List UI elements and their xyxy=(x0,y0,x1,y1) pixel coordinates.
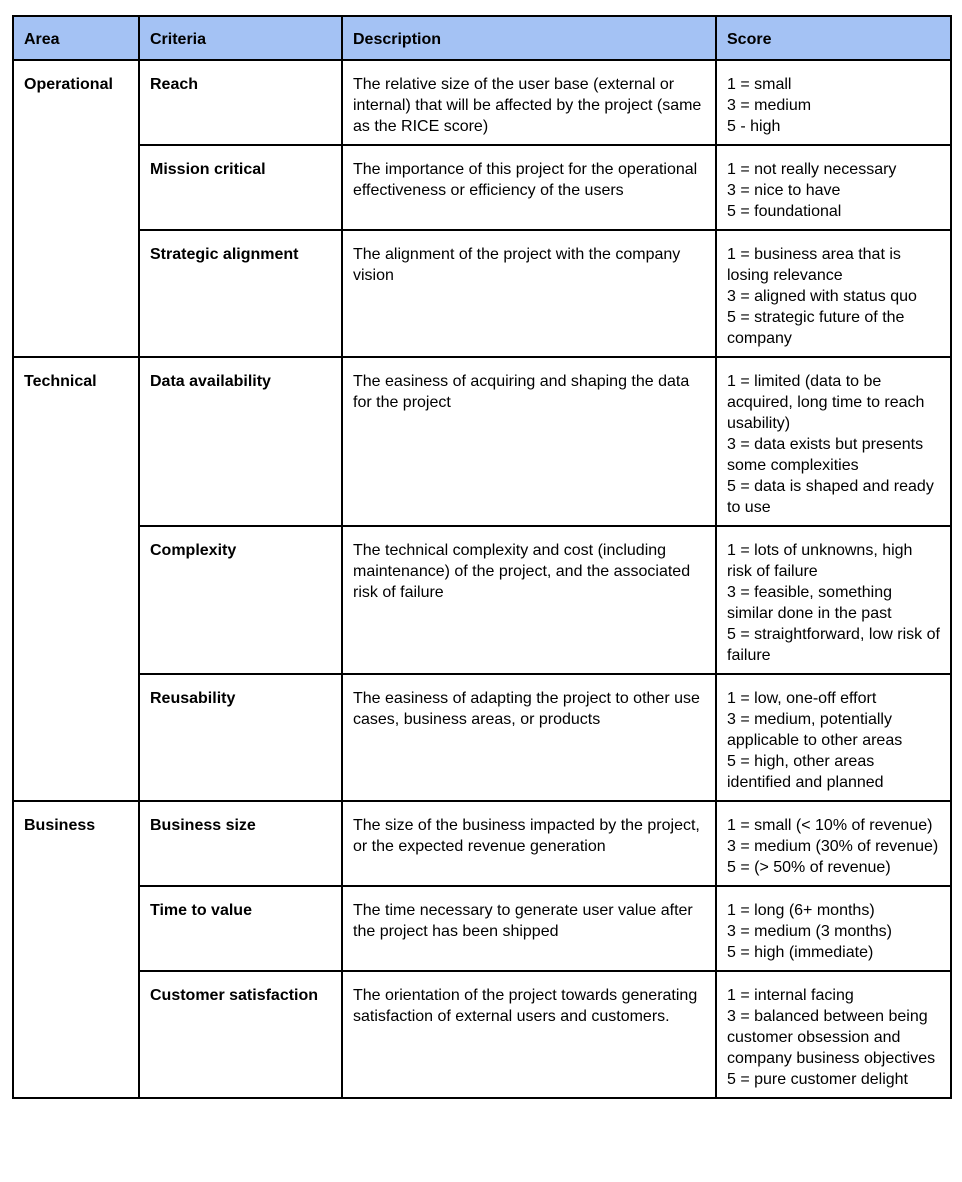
score-line: 1 = lots of unknowns, high risk of failure xyxy=(727,542,913,580)
criteria-cell: Strategic alignment xyxy=(139,230,342,357)
header-criteria: Criteria xyxy=(139,16,342,60)
score-cell xyxy=(716,674,951,801)
score-line: 3 = balanced between being customer obsession and company business objectives xyxy=(727,1008,936,1067)
score-line: 3 = nice to have xyxy=(727,182,841,199)
table-row xyxy=(13,357,951,526)
table-row xyxy=(13,801,951,886)
criteria-cell: Complexity xyxy=(139,526,342,674)
score-line: 3 = medium (3 months) xyxy=(727,923,892,940)
criteria-cell: Reusability xyxy=(139,674,342,801)
description-cell: The easiness of adapting the project to other use cases, business areas, or products xyxy=(342,674,716,801)
score-line: 1 = internal facing xyxy=(727,987,854,1004)
area-cell-technical: Technical xyxy=(13,357,139,801)
score-line: 5 - high xyxy=(727,118,781,135)
score-line: 5 = pure customer delight xyxy=(727,1071,908,1088)
score-cell xyxy=(716,357,951,526)
header-description: Description xyxy=(342,16,716,60)
score-line: 5 = data is shaped and ready to use xyxy=(727,478,934,516)
criteria-cell: Mission critical xyxy=(139,145,342,230)
score-line: 5 = foundational xyxy=(727,203,842,220)
score-line: 1 = small (< 10% of revenue) xyxy=(727,817,933,834)
criteria-cell: Business size xyxy=(139,801,342,886)
score-cell xyxy=(716,526,951,674)
score-line: 1 = small xyxy=(727,76,792,93)
header-score: Score xyxy=(716,16,951,60)
description-cell: The relative size of the user base (external or internal) that will be affected by the project (same as the RICE score) xyxy=(342,60,716,145)
score-cell xyxy=(716,801,951,886)
score-line: 1 = low, one-off effort xyxy=(727,690,877,707)
table-row xyxy=(13,526,951,674)
criteria-cell: Reach xyxy=(139,60,342,145)
table-row xyxy=(13,145,951,230)
table-row xyxy=(13,971,951,1098)
description-cell: The alignment of the project with the company vision xyxy=(342,230,716,357)
header-area: Area xyxy=(13,16,139,60)
score-line: 3 = medium xyxy=(727,97,812,114)
table-row xyxy=(13,674,951,801)
score-line: 1 = limited (data to be acquired, long time to reach usability) xyxy=(727,373,925,432)
score-line: 1 = business area that is losing relevance xyxy=(727,246,901,284)
criteria-cell: Time to value xyxy=(139,886,342,971)
score-line: 5 = high, other areas identified and planned xyxy=(727,753,884,791)
table-row xyxy=(13,886,951,971)
score-line: 3 = aligned with status quo xyxy=(727,288,917,305)
area-cell-operational: Operational xyxy=(13,60,139,357)
description-cell: The technical complexity and cost (including maintenance) of the project, and the associated risk of failure xyxy=(342,526,716,674)
prioritization-criteria-table xyxy=(12,15,952,1099)
score-line: 1 = long (6+ months) xyxy=(727,902,875,919)
score-cell xyxy=(716,60,951,145)
score-line: 3 = data exists but presents some complexities xyxy=(727,436,924,474)
table-row xyxy=(13,60,951,145)
score-line: 3 = feasible, something similar done in the past xyxy=(727,584,892,622)
score-line: 5 = straightforward, low risk of failure xyxy=(727,626,940,664)
description-cell: The time necessary to generate user value after the project has been shipped xyxy=(342,886,716,971)
score-cell xyxy=(716,971,951,1098)
description-cell: The size of the business impacted by the project, or the expected revenue generation xyxy=(342,801,716,886)
score-cell xyxy=(716,230,951,357)
score-line: 3 = medium, potentially applicable to other areas xyxy=(727,711,903,749)
criteria-cell: Data availability xyxy=(139,357,342,526)
description-cell: The importance of this project for the operational effectiveness or efficiency of the users xyxy=(342,145,716,230)
score-line: 3 = medium (30% of revenue) xyxy=(727,838,939,855)
score-line: 1 = not really necessary xyxy=(727,161,897,178)
criteria-cell: Customer satisfaction xyxy=(139,971,342,1098)
description-cell: The orientation of the project towards generating satisfaction of external users and customers. xyxy=(342,971,716,1098)
score-cell xyxy=(716,145,951,230)
area-cell-business: Business xyxy=(13,801,139,1098)
table-row xyxy=(13,230,951,357)
score-line: 5 = (> 50% of revenue) xyxy=(727,859,891,876)
description-cell: The easiness of acquiring and shaping the data for the project xyxy=(342,357,716,526)
score-cell xyxy=(716,886,951,971)
table-header-row xyxy=(13,16,951,60)
score-line: 5 = high (immediate) xyxy=(727,944,874,961)
score-line: 5 = strategic future of the company xyxy=(727,309,905,347)
